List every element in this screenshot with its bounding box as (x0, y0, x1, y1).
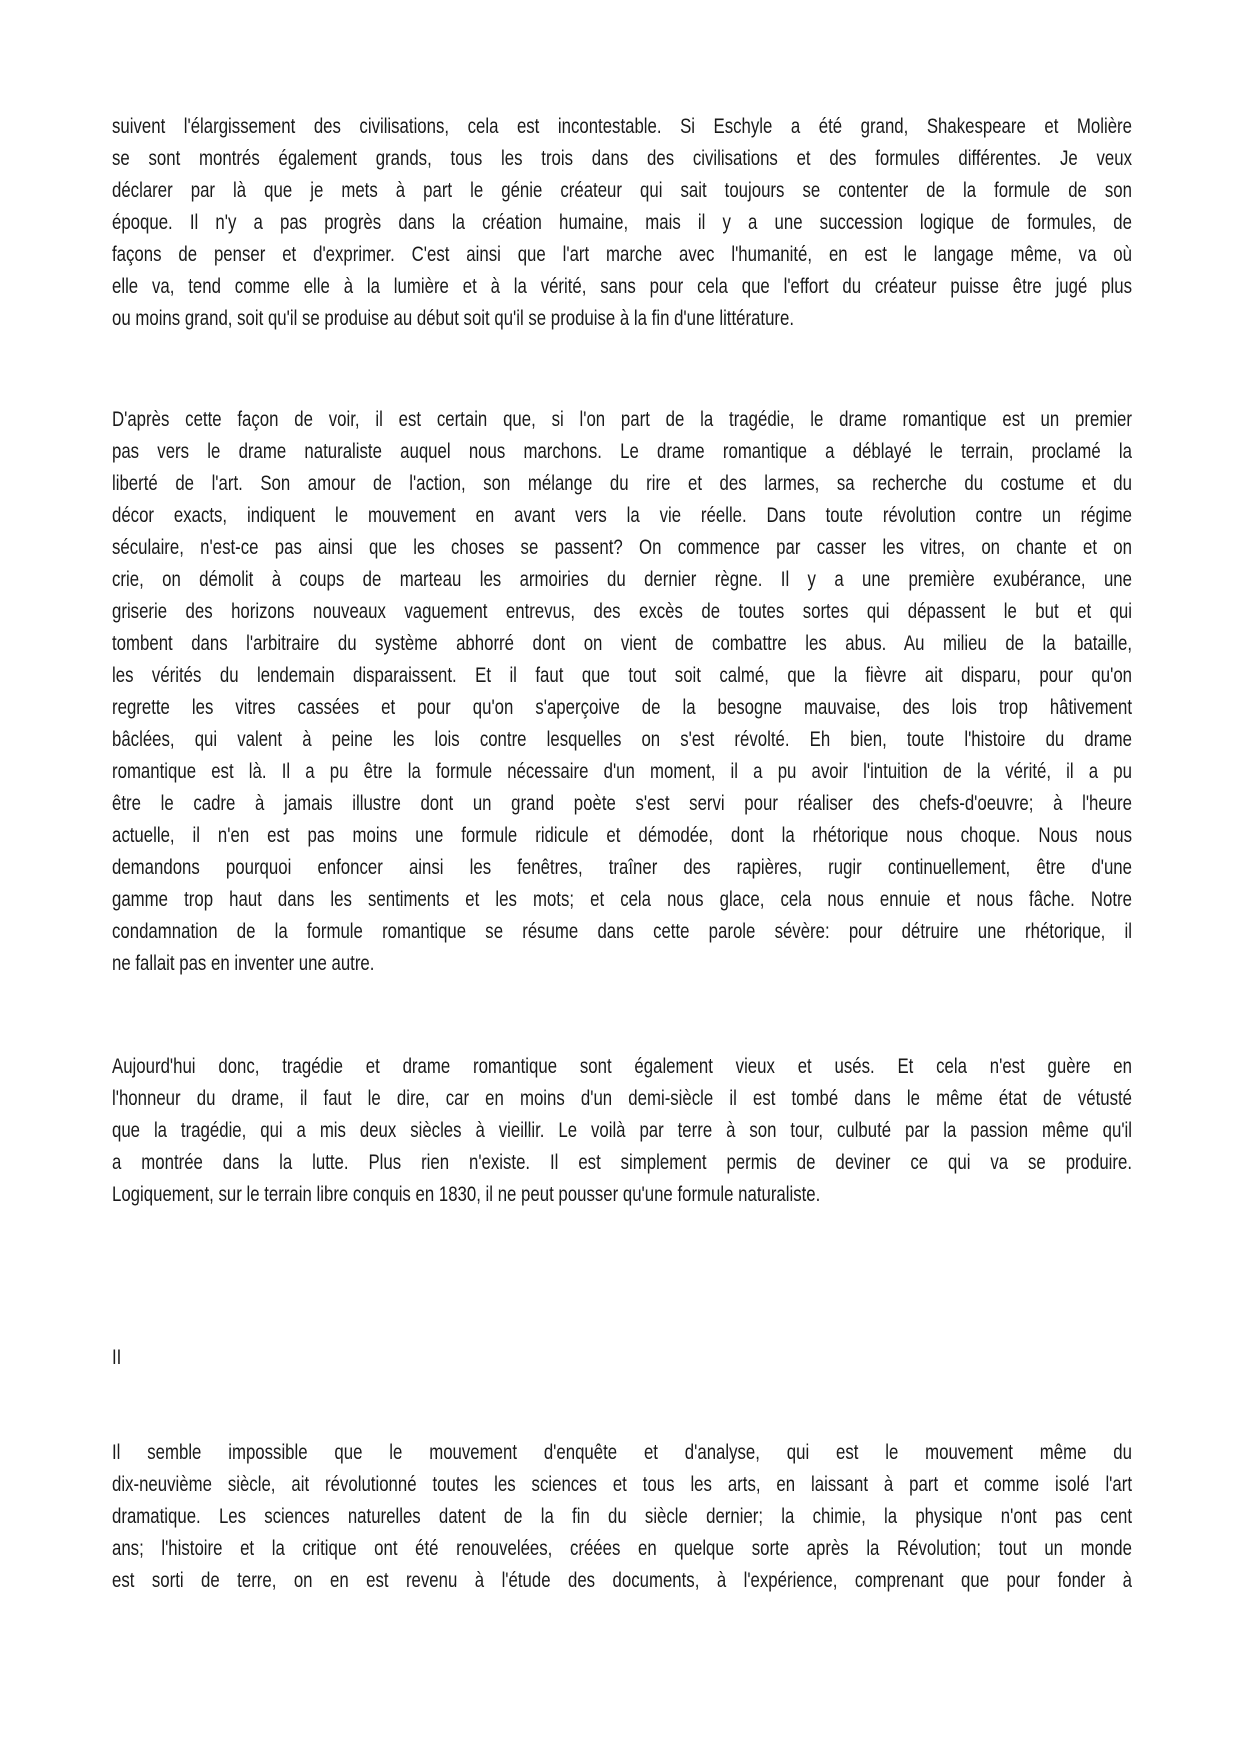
text-line: Logiquement, sur le terrain libre conquis en 1830, il ne peut pousser qu'une formule naturaliste. (112, 1183, 821, 1206)
paragraph-4 (112, 1437, 1132, 1597)
text-line: griserie des horizons nouveaux vaguement entrevus, des excès de toutes sortes qui dépassent le but et qui (112, 600, 1132, 623)
text-line: ans; l'histoire et la critique ont été renouvelées, créées en quelque sorte après la Révolution; tout un monde (112, 1537, 1132, 1560)
text-line: condamnation de la formule romantique se résume dans cette parole sévère: pour détruire une rhétorique, il (112, 920, 1132, 943)
text-line: romantique est là. Il a pu être la formule nécessaire d'un moment, il a pu avoir l'intuition de la vérité, il a pu (112, 760, 1132, 783)
text-line: regrette les vitres cassées et pour qu'on s'aperçoive de la besogne mauvaise, des lois trop hâtivement (112, 696, 1132, 719)
text-line: se sont montrés également grands, tous les trois dans des civilisations et des formules différentes. Je veux (112, 147, 1132, 170)
text-line: gamme trop haut dans les sentiments et les mots; et cela nous glace, cela nous ennuie et nous fâche. Notre (112, 888, 1132, 911)
text-line: ou moins grand, soit qu'il se produise au début soit qu'il se produise à la fin d'une littérature. (112, 307, 795, 330)
text-line: bâclées, qui valent à peine les lois contre lesquelles on s'est révolté. Eh bien, toute l'histoire du drame (112, 728, 1132, 751)
text-line: décor exacts, indiquent le mouvement en avant vers la vie réelle. Dans toute révolution contre un régime (112, 504, 1132, 527)
text-line: crie, on démolit à coups de marteau les armoiries du dernier règne. Il y a une première exubérance, une (112, 568, 1132, 591)
text-line: séculaire, n'est-ce pas ainsi que les choses se passent? On commence par casser les vitres, on chante et on (112, 536, 1132, 559)
text-line: D'après cette façon de voir, il est certain que, si l'on part de la tragédie, le drame romantique est un premier (112, 408, 1132, 431)
text-line: pas vers le drame naturaliste auquel nous marchons. Le drame romantique a déblayé le terrain, proclamé la (112, 440, 1132, 463)
text-line: suivent l'élargissement des civilisations, cela est incontestable. Si Eschyle a été grand, Shakespeare et Molière (112, 115, 1132, 138)
text-line: actuelle, il n'en est pas moins une formule ridicule et démodée, dont la rhétorique nous choque. Nous nous (112, 824, 1132, 847)
text-line: liberté de l'art. Son amour de l'action, son mélange du rire et des larmes, sa recherche du costume et du (112, 472, 1132, 495)
text-line: les vérités du lendemain disparaissent. Et il faut que tout soit calmé, que la fièvre ait disparu, pour qu'on (112, 664, 1132, 687)
section-heading (112, 1342, 1132, 1374)
text-line: Aujourd'hui donc, tragédie et drame romantique sont également vieux et usés. Et cela n'est guère en (112, 1055, 1132, 1078)
section-heading-text: II (112, 1346, 122, 1369)
text-line: déclarer par là que je mets à part le génie créateur qui sait toujours se contenter de la formule de son (112, 179, 1132, 202)
text-line: époque. Il n'y a pas progrès dans la création humaine, mais il y a une succession logique de formules, de (112, 211, 1132, 234)
paragraph-3 (112, 1051, 1132, 1211)
paragraph-1 (112, 111, 1132, 335)
text-line: dramatique. Les sciences naturelles datent de la fin du siècle dernier; la chimie, la physique n'ont pas cent (112, 1505, 1132, 1528)
text-line: ne fallait pas en inventer une autre. (112, 952, 375, 975)
text-line: Il semble impossible que le mouvement d'enquête et d'analyse, qui est le mouvement même du (112, 1441, 1132, 1464)
text-line: que la tragédie, qui a mis deux siècles à vieillir. Le voilà par terre à son tour, culbuté par la passion même qu'il (112, 1119, 1132, 1142)
text-line: façons de penser et d'exprimer. C'est ainsi que l'art marche avec l'humanité, en est le langage même, va où (112, 243, 1132, 266)
text-line: a montrée dans la lutte. Plus rien n'existe. Il est simplement permis de deviner ce qui va se produire. (112, 1151, 1132, 1174)
text-line: être le cadre à jamais illustre dont un grand poète s'est servi pour réaliser des chefs-d'oeuvre; à l'heure (112, 792, 1132, 815)
text-line: elle va, tend comme elle à la lumière et à la vérité, sans pour cela que l'effort du créateur puisse être jugé plus (112, 275, 1132, 298)
text-line: l'honneur du drame, il faut le dire, car en moins d'un demi-siècle il est tombé dans le même état de vétusté (112, 1087, 1132, 1110)
text-line: demandons pourquoi enfoncer ainsi les fenêtres, traîner des rapières, rugir continuellement, être d'une (112, 856, 1132, 879)
paragraph-2 (112, 404, 1132, 980)
text-line: tombent dans l'arbitraire du système abhorré dont on vient de combattre les abus. Au milieu de la bataille, (112, 632, 1132, 655)
text-line: est sorti de terre, on en est revenu à l'étude des documents, à l'expérience, comprenant que pour fonder à (112, 1569, 1132, 1592)
text-line: dix-neuvième siècle, ait révolutionné toutes les sciences et tous les arts, en laissant à part et comme isolé l'art (112, 1473, 1132, 1496)
